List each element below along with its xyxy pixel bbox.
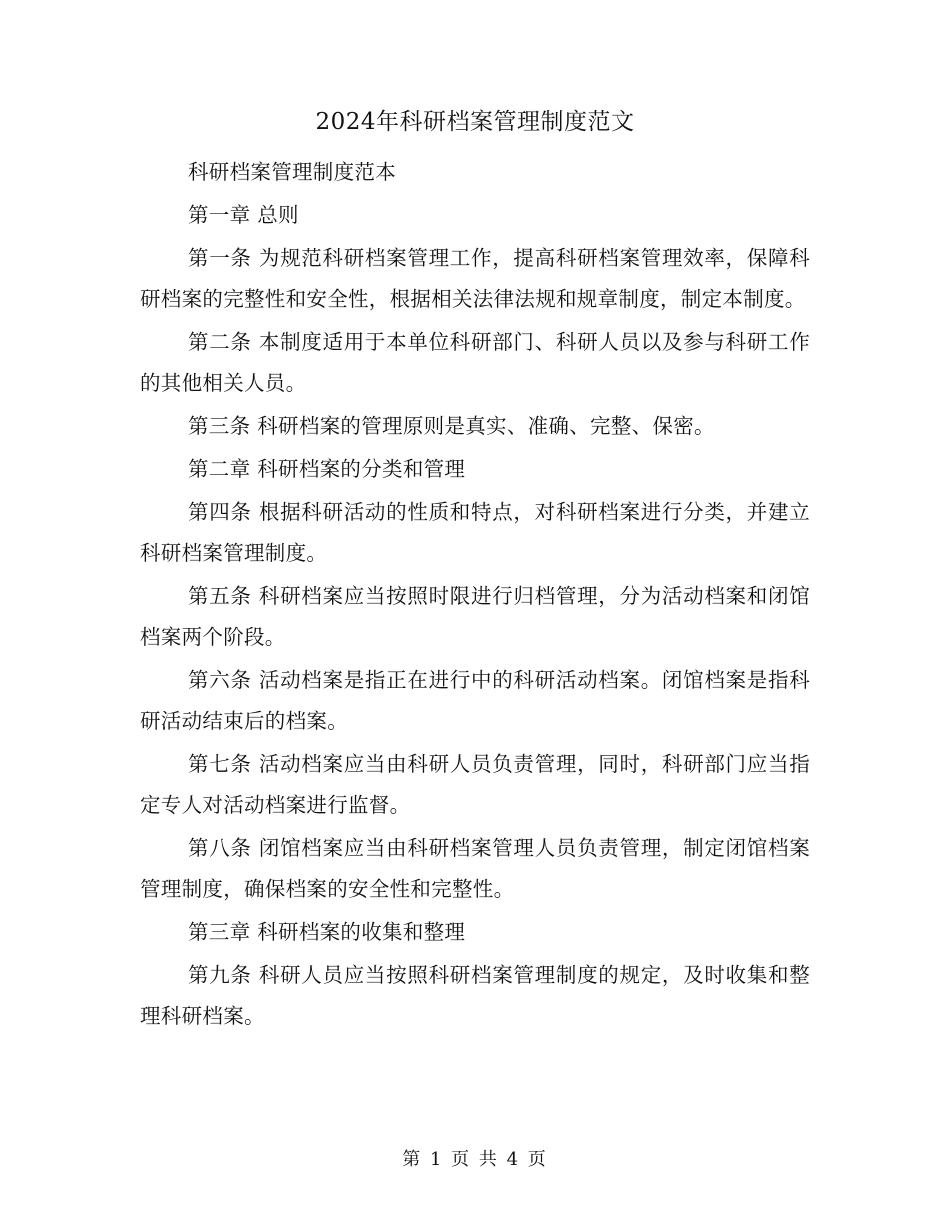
article-4: 第四条 根据科研活动的性质和特点，对科研档案进行分类，并建立科研档案管理制度。 [140,500,810,565]
article-8: 第八条 闭馆档案应当由科研档案管理人员负责管理，制定闭馆档案管理制度，确保档案的安全性和完整性。 [140,836,810,901]
chapter-3-heading: 第三章 科研档案的收集和整理 [188,920,466,944]
document-body [140,152,810,1039]
page-footer: 第 1 页 共 4 页 [402,1149,548,1170]
paragraph-subtitle: 科研档案管理制度范本 [188,160,396,184]
article-6: 第六条 活动档案是指正在进行中的科研活动档案。闭馆档案是指科研活动结束后的档案。 [140,668,810,733]
article-5: 第五条 科研档案应当按照时限进行归档管理，分为活动档案和闭馆档案两个阶段。 [140,584,810,649]
article-7: 第七条 活动档案应当由科研人员负责管理，同时，科研部门应当指定专人对活动档案进行监督。 [140,752,810,817]
article-2: 第二条 本制度适用于本单位科研部门、科研人员以及参与科研工作的其他相关人员。 [140,330,810,395]
article-3: 第三条 科研档案的管理原则是真实、准确、完整、保密。 [188,414,715,438]
document-title: 2024年科研档案管理制度范文 [315,109,635,135]
chapter-1-heading: 第一章 总则 [188,203,299,227]
article-9: 第九条 科研人员应当按照科研档案管理制度的规定，及时收集和整理科研档案。 [140,963,810,1028]
article-1: 第一条 为规范科研档案管理工作，提高科研档案管理效率，保障科研档案的完整性和安全性，根据相关法律法规和规章制度，制定本制度。 [140,246,810,311]
chapter-2-heading: 第二章 科研档案的分类和管理 [188,457,466,481]
